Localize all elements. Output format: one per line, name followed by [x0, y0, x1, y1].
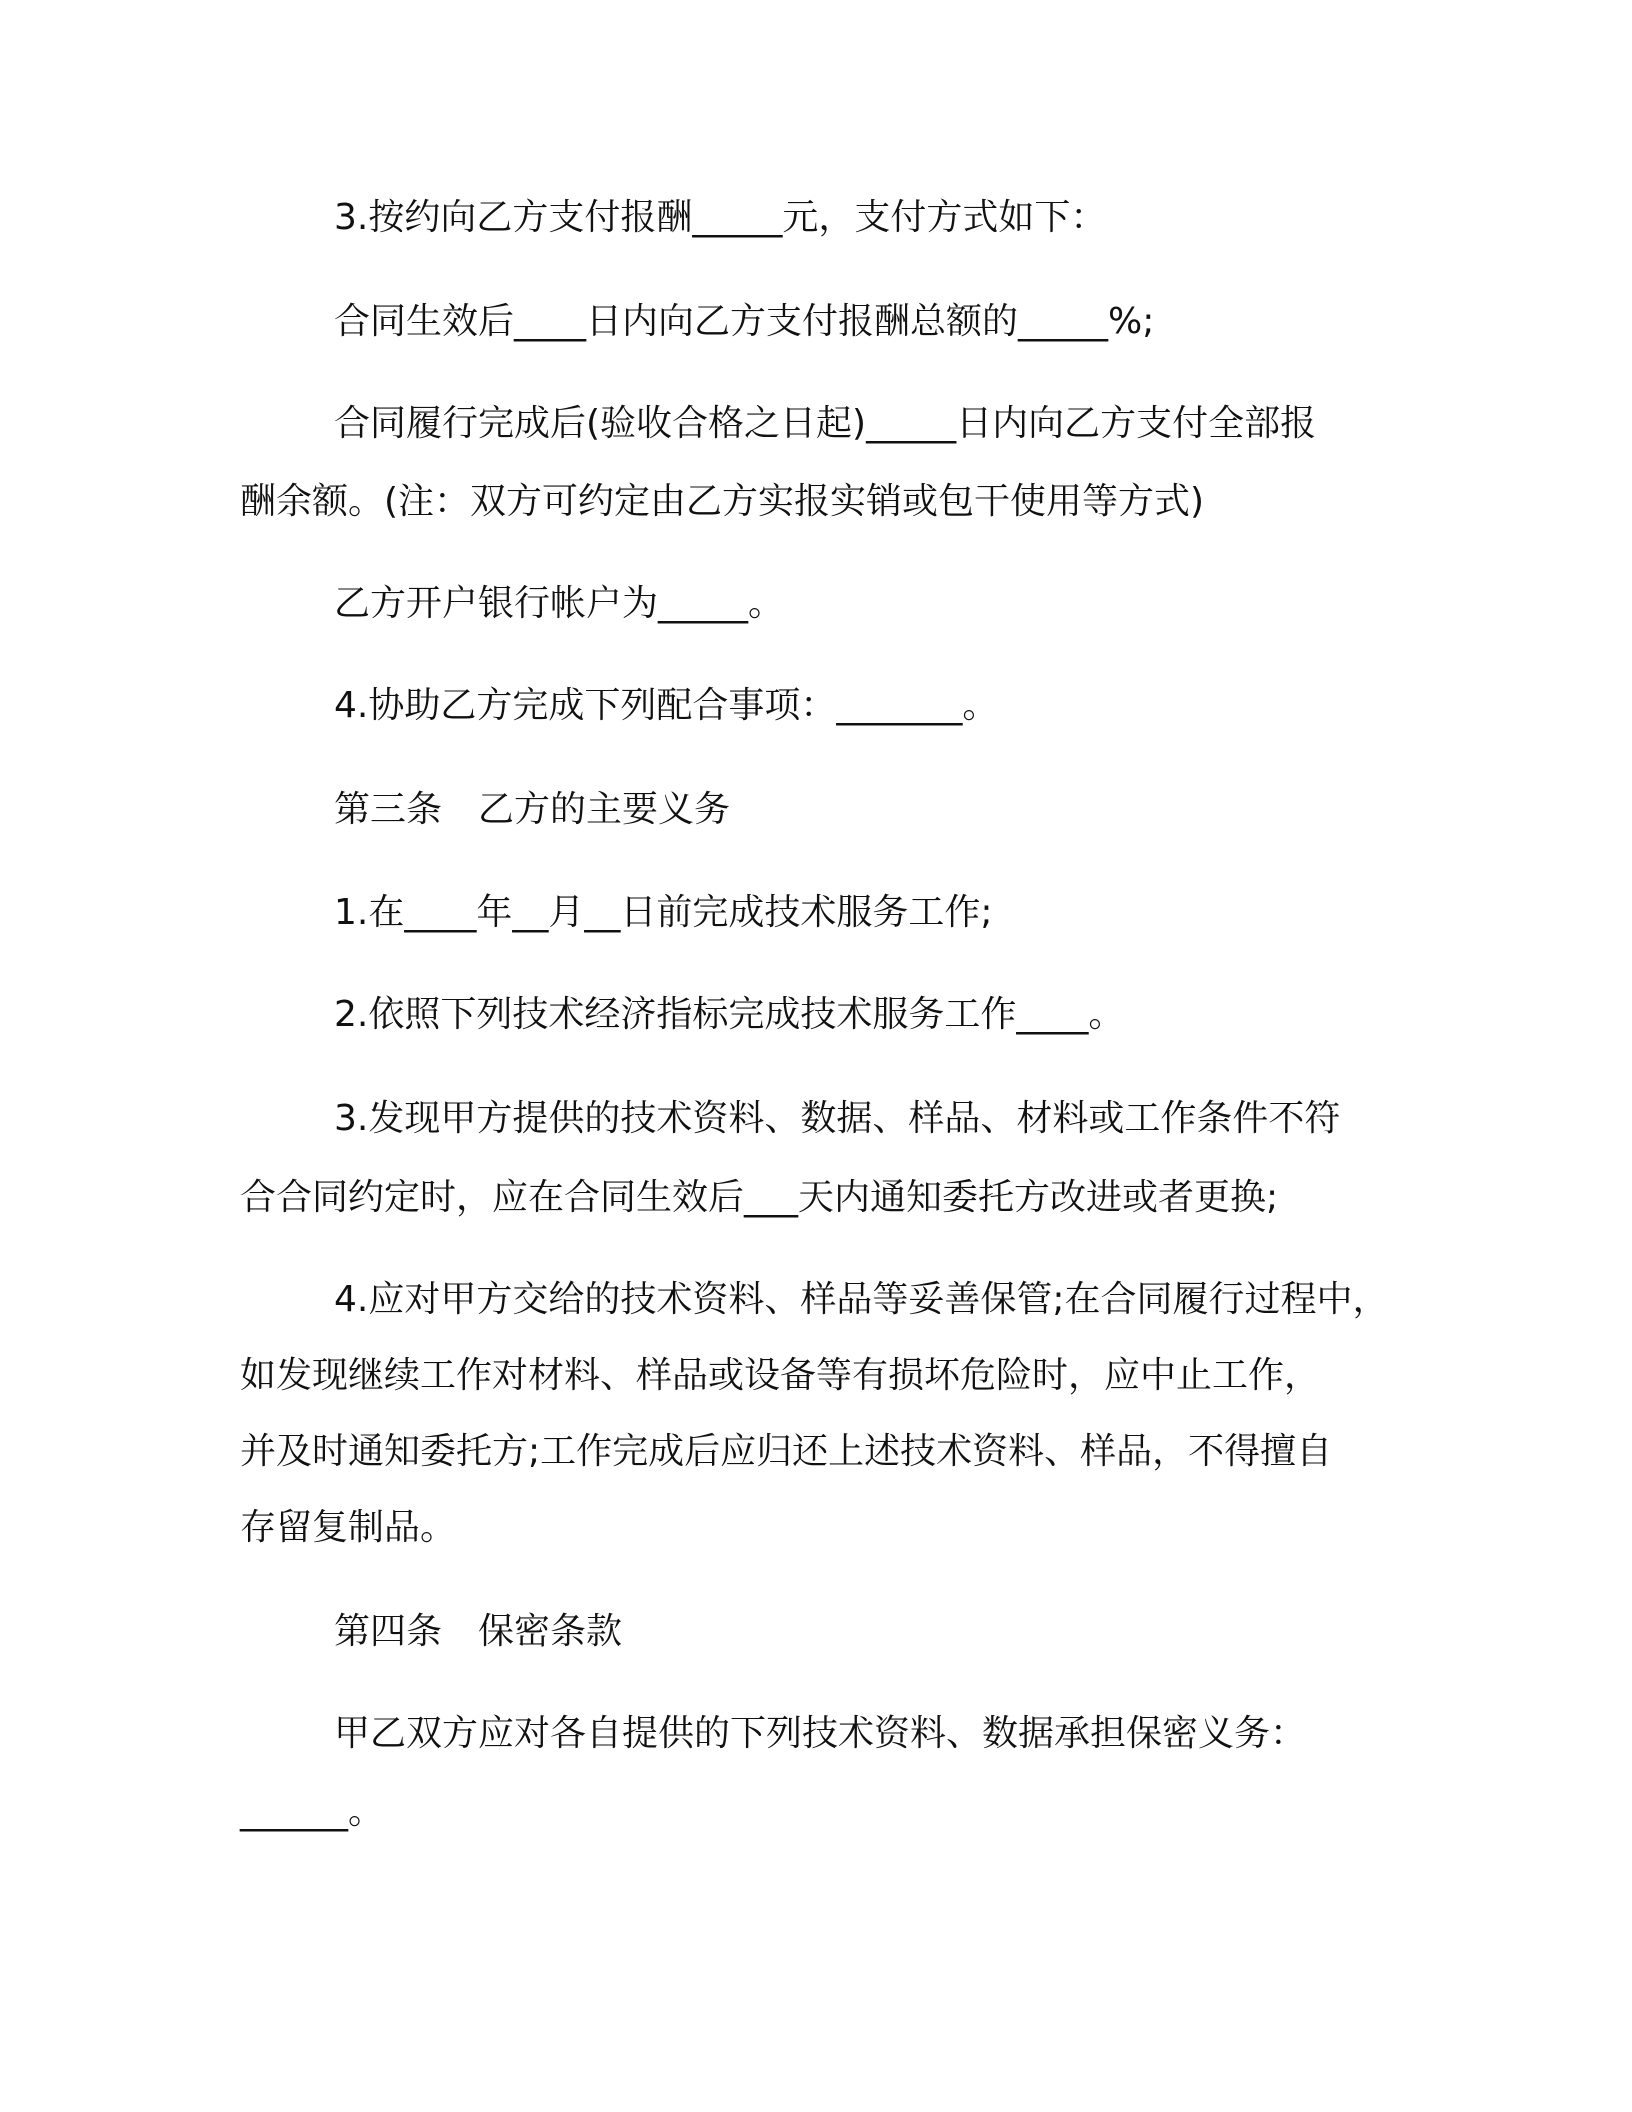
- clause-3-2-indicators: 2.依照下列技术经济指标完成技术服务工作____。: [334, 994, 1125, 1035]
- clause-3-1-deadline: 1.在____年__月__日前完成技术服务工作;: [334, 892, 993, 933]
- payment-balance-line-1: 合同履行完成后(验收合格之日起)_____日内向乙方支付全部报: [334, 403, 1317, 444]
- article-4-heading: 第四条 保密条款: [334, 1611, 623, 1652]
- confidentiality-line-1: 甲乙双方应对各自提供的下列技术资料、数据承担保密义务：: [334, 1713, 1307, 1754]
- bank-account: 乙方开户银行帐户为_____。: [334, 583, 785, 624]
- clause-2-3-payment: 3.按约向乙方支付报酬_____元，支付方式如下：: [334, 197, 1107, 238]
- clause-3-4-line-2: 如发现继续工作对材料、样品或设备等有损坏危险时，应中止工作，: [240, 1355, 1321, 1396]
- payment-balance-line-2: 酬余额。(注：双方可约定由乙方实报实销或包干使用等方式): [240, 481, 1205, 522]
- clause-2-4-cooperation: 4.协助乙方完成下列配合事项：_______。: [334, 685, 999, 726]
- clause-3-4-line-4: 存留复制品。: [240, 1507, 457, 1548]
- article-3-heading: 第三条 乙方的主要义务: [334, 789, 731, 830]
- payment-advance: 合同生效后____日内向乙方支付报酬总额的_____%;: [334, 301, 1155, 342]
- clause-3-3-line-1: 3.发现甲方提供的技术资料、数据、样品、材料或工作条件不符: [334, 1098, 1341, 1139]
- clause-3-3-line-2: 合合同约定时，应在合同生效后___天内通知委托方改进或者更换;: [240, 1177, 1279, 1218]
- clause-3-4-line-3: 并及时通知委托方;工作完成后应归还上述技术资料、样品，不得擅自: [240, 1431, 1333, 1472]
- confidentiality-line-2: ______。: [240, 1791, 385, 1832]
- clause-3-4-line-1: 4.应对甲方交给的技术资料、样品等妥善保管;在合同履行过程中，: [334, 1279, 1389, 1320]
